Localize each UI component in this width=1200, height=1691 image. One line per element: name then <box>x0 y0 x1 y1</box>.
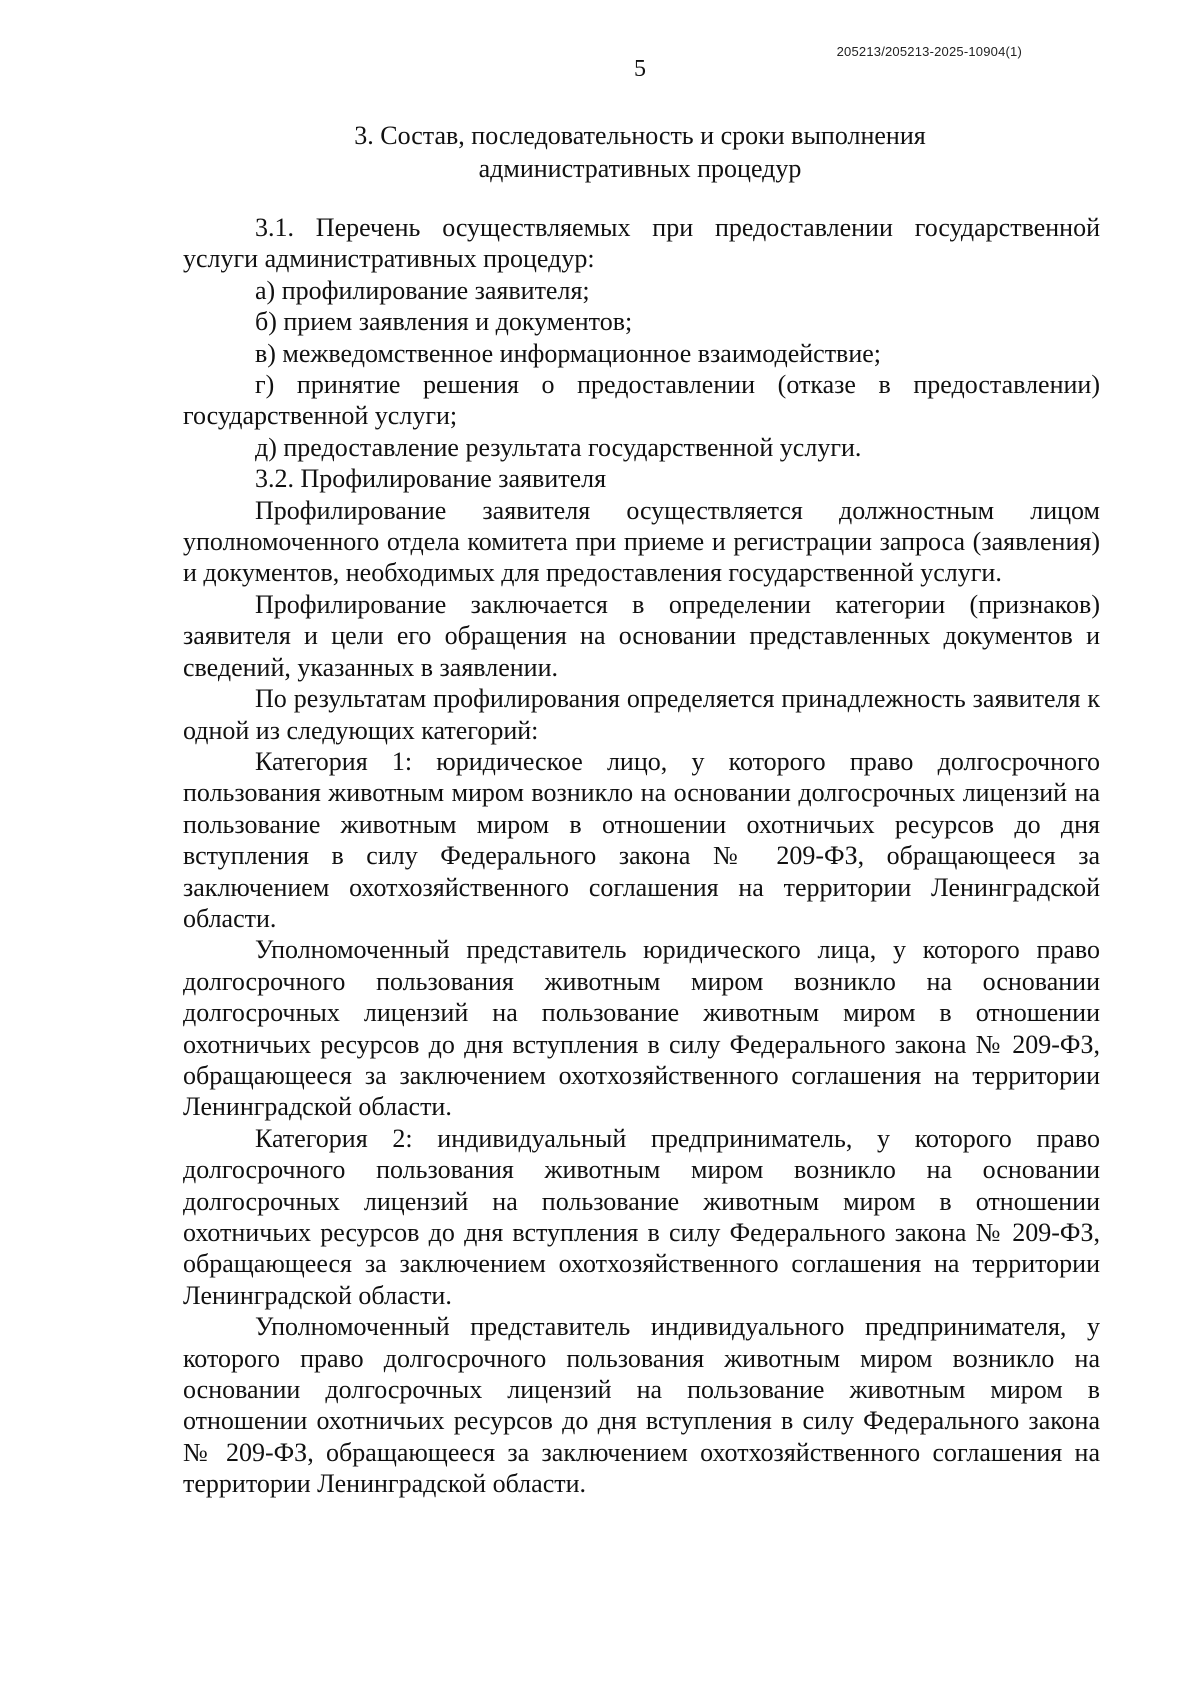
section-title <box>0 119 1200 185</box>
document-registration-number: 205213/205213-2025-10904(1) <box>836 44 1022 59</box>
paragraph-category-1: Категория 1: юридическое лицо, у которого право долгосрочного пользования животным миром возникло на основании долгосрочных лицензий на пользование животным миром в отношении охотничьих ресурсов до дня вступления в силу Федерального закона № 209-ФЗ, обращающееся за заключением охотхозяйственного соглашения на территории Ленинградской области. <box>183 746 1100 933</box>
paragraph-profiling-results: По результатам профилирования определяется принадлежность заявителя к одной из следующих категорий: <box>183 684 1100 745</box>
paragraph-category-2: Категория 2: индивидуальный предприниматель, у которого право долгосрочного пользования животным миром возникло на основании долгосрочных лицензий на пользование животным миром в отношении охотничьих ресурсов до дня вступления в силу Федерального закона № 209-ФЗ, обращающееся за заключением охотхозяйственного соглашения на территории Ленинградской области. <box>183 1123 1100 1310</box>
list-item-b: б) прием заявления и документов; <box>255 307 633 337</box>
paragraph-category-2-representative: Уполномоченный представитель индивидуального предпринимателя, у которого право долгосрочного пользования животным миром возникло на основании долгосрочных лицензий на пользование животным миром в отношении охотничьих ресурсов до дня вступления в силу Федерального закона № 209-ФЗ, обращающееся за заключением охотхозяйственного соглашения на территории Ленинградской области. <box>183 1312 1100 1499</box>
paragraph-category-1-representative: Уполномоченный представитель юридического лица, у которого право долгосрочного пользования животным миром возникло на основании долгосрочных лицензий на пользование животным миром в отношении охотничьих ресурсов до дня вступления в силу Федерального закона № 209-ФЗ, обращающееся за заключением охотхозяйственного соглашения на территории Ленинградской области. <box>183 935 1100 1122</box>
page-number: 5 <box>634 56 646 82</box>
paragraph-profiling-definition: Профилирование заключается в определении категории (признаков) заявителя и цели его обращения на основании представленных документов и сведений, указанных в заявлении. <box>183 589 1100 682</box>
list-item-g: г) принятие решения о предоставлении (отказе в предоставлении) государственной услуги; <box>183 370 1100 431</box>
list-item-v: в) межведомственное информационное взаимодействие; <box>255 338 882 368</box>
subsection-heading-3-2: 3.2. Профилирование заявителя <box>255 464 607 494</box>
list-item-a: а) профилирование заявителя; <box>255 275 590 305</box>
list-item-d: д) предоставление результата государственной услуги. <box>255 432 862 462</box>
paragraph-3-1-procedures-list: 3.1. Перечень осуществляемых при предоставлении государственной услуги административных процедур: <box>183 213 1100 274</box>
section-title-line-1: 3. Состав, последовательность и сроки выполнения <box>354 121 926 150</box>
section-title-line-2: административных процедур <box>478 154 802 183</box>
paragraph-profiling-responsible: Профилирование заявителя осуществляется должностным лицом уполномоченного отдела комитета при приеме и регистрации запроса (заявления) и документов, необходимых для предоставления государственной услуги. <box>183 495 1100 588</box>
document-body <box>183 212 1100 1500</box>
